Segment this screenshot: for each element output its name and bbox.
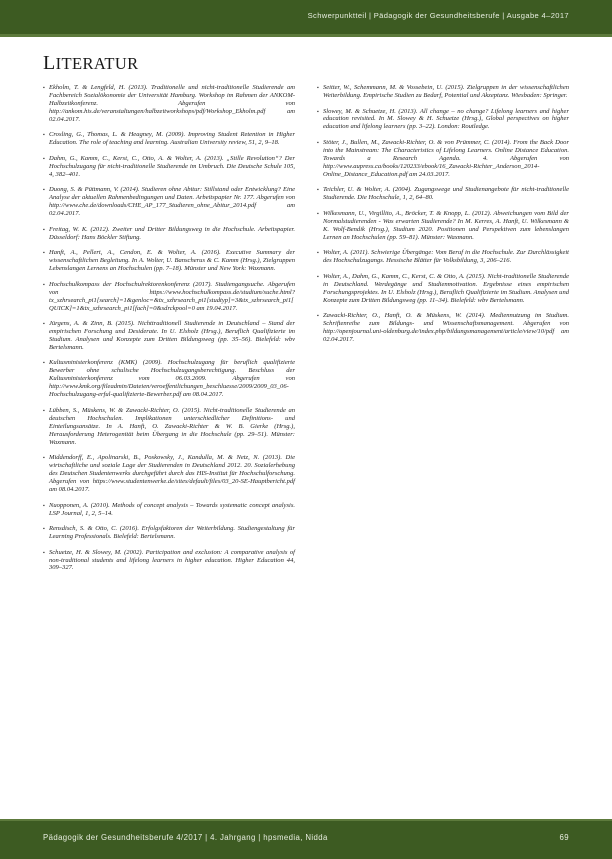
reference-entry xyxy=(317,273,569,305)
reference-text: Freitag, W. K. (2012). Zweiter und Dritter Bildungsweg in die Hochschule. Arbeitspapier. Düsseldorf: Hans Böckler Stiftung. xyxy=(49,225,295,241)
bullet-icon: ▪ xyxy=(317,211,319,217)
reference-text: Rensdisch, S. & Otto, C. (2016). Erfolgsfaktoren der Weiterbildung. Studiengestaltung für Learning Professionals. Bielefeld: Bertelsmann. xyxy=(49,525,295,541)
bullet-icon: ▪ xyxy=(43,322,45,328)
reference-entry xyxy=(43,281,295,313)
reference-text: Crosling, G., Thomas, L. & Heagney, M. (2009). Improving Student Retention in Higher Education. The role of teaching and learning. Australian University review, 51, 2, 9–18. xyxy=(49,131,295,147)
reference-text: Schuetze, H. & Slowey, M. (2002). Participation and exclusion: A comparative analysis of non-traditional students and lifelong learners in higher education. Higher Education 44, 309–327. xyxy=(49,548,295,572)
bullet-icon: ▪ xyxy=(317,274,319,280)
reference-text: Lübben, S., Müskens, W. & Zawacki-Richter, O. (2015). Nicht-traditionelle Studierende an deutschen Hochschulen. Implikationen unterschiedlicher Definitions- und Einteilungsansätze. In A. Hanft, O. Zawacki-Richter & W. B. Gierke (Hrsg.), Herausforderung Heterogenität beim Übergang in die Hochschule (pp. 29–51). Münster: Waxmann. xyxy=(49,406,295,446)
bibliography-column-right xyxy=(317,84,569,784)
reference-entry xyxy=(43,525,295,541)
reference-text: Stöter, J., Bullen, M., Zawacki-Richter, O. & von Prümmer, C. (2014). From the Back Door into the Mainstream: The Characteristics of Lifelong Learners. Online Distance Education. Towards a Research Agenda. 4. Abgerufen von http://www.aupress.ca/books/120233/ebook/16_Zawacki-Richter_Anderson_2014-Online_Distance_Education.pdf am 24.03.2017. xyxy=(323,138,569,178)
reference-entry xyxy=(43,131,295,147)
bibliography-columns xyxy=(43,84,570,784)
reference-entry xyxy=(43,320,295,352)
bullet-icon: ▪ xyxy=(43,251,45,257)
reference-text: Middendorff, E., Apolinarski, B., Poskowsky, J., Kandulla, M. & Netz, N. (2013). Die wirtschaftliche und soziale Lage der Studierenden in Deutschland 2012. 20. Sozialerhebung des Deutschen Studentenwerks durchgeführt durch das HIS-Institut für Hochschulforschung. Abgerufen von https://www.studentenwerke.de/sites/default/files/03_20-SE-Hauptbericht.pdf am 08.04.2017. xyxy=(49,454,295,494)
reference-text: Hochschulkompass der Hochschulrektorenkonferenz (2017). Studiengangsuche. Abgerufen von https://www.hochschulkompass.de/studium/suche.html?tx_szhrsearch_pi1[search]=1&genloc=&tx_szhrsearch_pi1[studtyp]=3&tx_szhrsearch_pi1[QUICK]=1&tx_szhrsearch_pi1[fach]=0&sdrckpool=0 am 19.04.2017. xyxy=(49,280,295,312)
reference-entry xyxy=(317,139,569,179)
page-title-initial: L xyxy=(43,52,56,74)
reference-text: Kultusministerkonferenz (KMK) (2009). Hochschulzugang für beruflich qualifizierte Bewerber ohne schulische Hochschulzugangsberechtigung. Beschluss der Kultusministerkonferenz vom 06.03.2009. Abgerufen von http://www.kmk.org/fileadmin/Dateien/veroeffentlichungen_beschluesse/2009/2009_03_06-Hochschulzugang-erful-qualifizierte-Bewerber.pdf am 08.04.2017. xyxy=(49,359,295,399)
reference-text: Hanft, A., Pellert, A., Cendon, E. & Wolter, A. (2016). Executive Summary der wissenschaftlichen Begleitung. In A. Wolter, U. Banscherus & C. Kamm (Hrsg.), Zielgruppen Lebenslangen Lernens an Hochschulen (pp. 7–18). Münster und New York: Waxmann. xyxy=(49,249,295,273)
bullet-icon: ▪ xyxy=(317,109,319,115)
reference-entry xyxy=(43,186,295,218)
bibliography-column-left xyxy=(43,84,295,784)
reference-text: Nuopponen, A. (2010). Methods of concept analysis – Towards systematic concept analysis. LSP Journal, 1, 2, 5–14. xyxy=(49,501,295,517)
reference-text: Wolter, A. (2011). Schwierige Übergänge: Vom Beruf in die Hochschule. Zur Durchlässigkeit des Hochschulzugangs. Hessische Blätter für Volksbildung, 3, 206–216. xyxy=(323,249,569,265)
reference-text: Dahm, G., Kamm, C., Kerst, C., Otto, A. & Wolter, A. (2013). „Stille Revolution“? Der Hochschulzugang für nicht-traditionelle Studierende im Umbruch. Die Deutsche Schule 105, 4, 382–401. xyxy=(49,154,295,178)
page-title xyxy=(43,52,139,75)
bullet-icon: ▪ xyxy=(43,133,45,139)
bullet-icon: ▪ xyxy=(43,408,45,414)
bullet-icon: ▪ xyxy=(43,361,45,367)
bullet-icon: ▪ xyxy=(43,227,45,233)
reference-entry xyxy=(43,155,295,179)
reference-entry xyxy=(317,186,569,202)
page-title-rest: ITERATUR xyxy=(55,54,139,73)
reference-text: Duong, S. & Püttmann, V. (2014). Studieren ohne Abitur: Stillstand oder Entwicklung? Eine Analyse der aktuellen Rahmenbedingungen und Daten. Arbeitspapier Nr. 177. Abgerufen von http://www.che.de/downloads/CHE_AP_177_Studieren_ohne_Abitur_2014.pdf am 02.04.2017. xyxy=(49,186,295,218)
bullet-icon: ▪ xyxy=(317,188,319,194)
bullet-icon: ▪ xyxy=(317,314,319,320)
footer-issue-info: Pädagogik der Gesundheitsberufe 4/2017 | 4. Jahrgang | hpsmedia, Nidda xyxy=(43,833,328,842)
reference-text: Zawacki-Richter, O., Hanft, O. & Müskens, W. (2014). Mediennutzung im Studium. Schriftenreihe zum Bildungs- und Wissenschaftsmanagement. Abgerufen von http://openjournal.uni-oldenburg.de/index.php/bildungsmanagement/article/view/10/pdf am 02.04.2017. xyxy=(323,312,569,343)
reference-entry xyxy=(317,210,569,242)
reference-text: Slowey, M. & Schuetze, H. (2013). All change – no change? Lifelong learners and higher education revisited. In M. Slowey & H. Schuetze (Hrsg.), Global perspectives on higher education and lifelong learners (pp. 3–22). London: Routledge. xyxy=(323,107,569,131)
reference-entry xyxy=(43,249,295,273)
bullet-icon: ▪ xyxy=(317,140,319,146)
running-head: Schwerpunktteil | Pädagogik der Gesundheitsberufe | Ausgabe 4–2017 xyxy=(307,11,569,20)
reference-entry xyxy=(43,226,295,242)
bullet-icon: ▪ xyxy=(317,86,319,91)
reference-text: Wilkesmann, U., Virgillito, A., Bröcker, T. & Knopp, L. (2012). Abweichungen vom Bild der Normalstudierenden - Was erwarten Studierende? In M. Kerres, A. Hanft, U. Wilkesmann & K. Wolf-Bendik (Hrsg.), Studium 2020. Positionen und Perspektiven zum lebenslangen Lernen an Hochschulen (pp. 59–81). Münster: Waxmann. xyxy=(323,209,569,241)
bullet-icon: ▪ xyxy=(43,527,45,533)
reference-entry xyxy=(317,108,569,132)
reference-entry xyxy=(43,407,295,447)
bullet-icon: ▪ xyxy=(43,456,45,462)
bullet-icon: ▪ xyxy=(43,188,45,194)
reference-entry xyxy=(317,312,569,344)
bullet-icon: ▪ xyxy=(43,156,45,162)
reference-entry xyxy=(43,359,295,399)
reference-entry xyxy=(43,502,295,518)
reference-text: Ekholm, T. & Lengfeld, H. (2013). Traditionelle und nicht-traditionelle Studierende am Fachbereich Sozialökonomie der Universität Hamburg. Workshop im Rahmen der ANKOM-Halbzeitkonferenz. Abgerufen von http://ankom.his.de/veranstaltungen/halbzeitworkshops/pdf/Workshop_Ekholm.pdf am 02.04.2017. xyxy=(49,84,295,123)
reference-text: Teichler, U. & Wolter, A. (2004). Zugangswege und Studienangebote für nicht-traditionelle Studierende. Die Hochschule, 1, 2, 64–80. xyxy=(323,186,569,202)
bullet-icon: ▪ xyxy=(43,550,45,556)
page-header-band xyxy=(0,0,612,34)
header-divider-rule xyxy=(0,34,612,37)
reference-text: Seitter, W., Schemmann, M. & Vossebein, U. (2015). Zielgruppen in der wissenschaftlichen Weiterbildung. Empirische Studien zu Bedarf, Potential und Akzeptanz. Wiesbaden: Springer. xyxy=(323,84,569,99)
reference-entry xyxy=(43,549,295,573)
reference-entry xyxy=(317,84,569,100)
page-footer-band xyxy=(0,821,612,859)
reference-entry xyxy=(43,454,295,494)
reference-text: Jürgens, A. & Zinn, B. (2015). Nichttraditionell Studierende in Deutschland – Stand der empirischen Forschung und Desiderate. In U. Elsholz (Hrsg.), Beruflich Qualifizierte im Studium. Analysen und Konzepte zum Dritten Bildungsweg (pp. 35–56). Bielefeld: wbv Bertelsmann. xyxy=(49,320,295,351)
bullet-icon: ▪ xyxy=(317,251,319,257)
bullet-icon: ▪ xyxy=(43,503,45,509)
page-number: 69 xyxy=(559,833,569,842)
bullet-icon: ▪ xyxy=(43,282,45,288)
reference-text: Wolter, A., Dahm, G., Kamm, C., Kerst, C. & Otto, A. (2015). Nicht-traditionelle Studierende in Deutschland. Werdegänge und Studienmotivation. Ergebnisse eines empirischen Forschungsprojektes. In U. Elsholz (Hrsg.), Beruflich Qualifizierte im Studium. Analysen und Konzepte zum Dritten Bildungsweg (pp. 11–34). Bielefeld: wbv Bertelsmann. xyxy=(323,272,569,304)
reference-entry xyxy=(43,84,295,124)
bullet-icon: ▪ xyxy=(43,86,45,91)
reference-entry xyxy=(317,249,569,265)
